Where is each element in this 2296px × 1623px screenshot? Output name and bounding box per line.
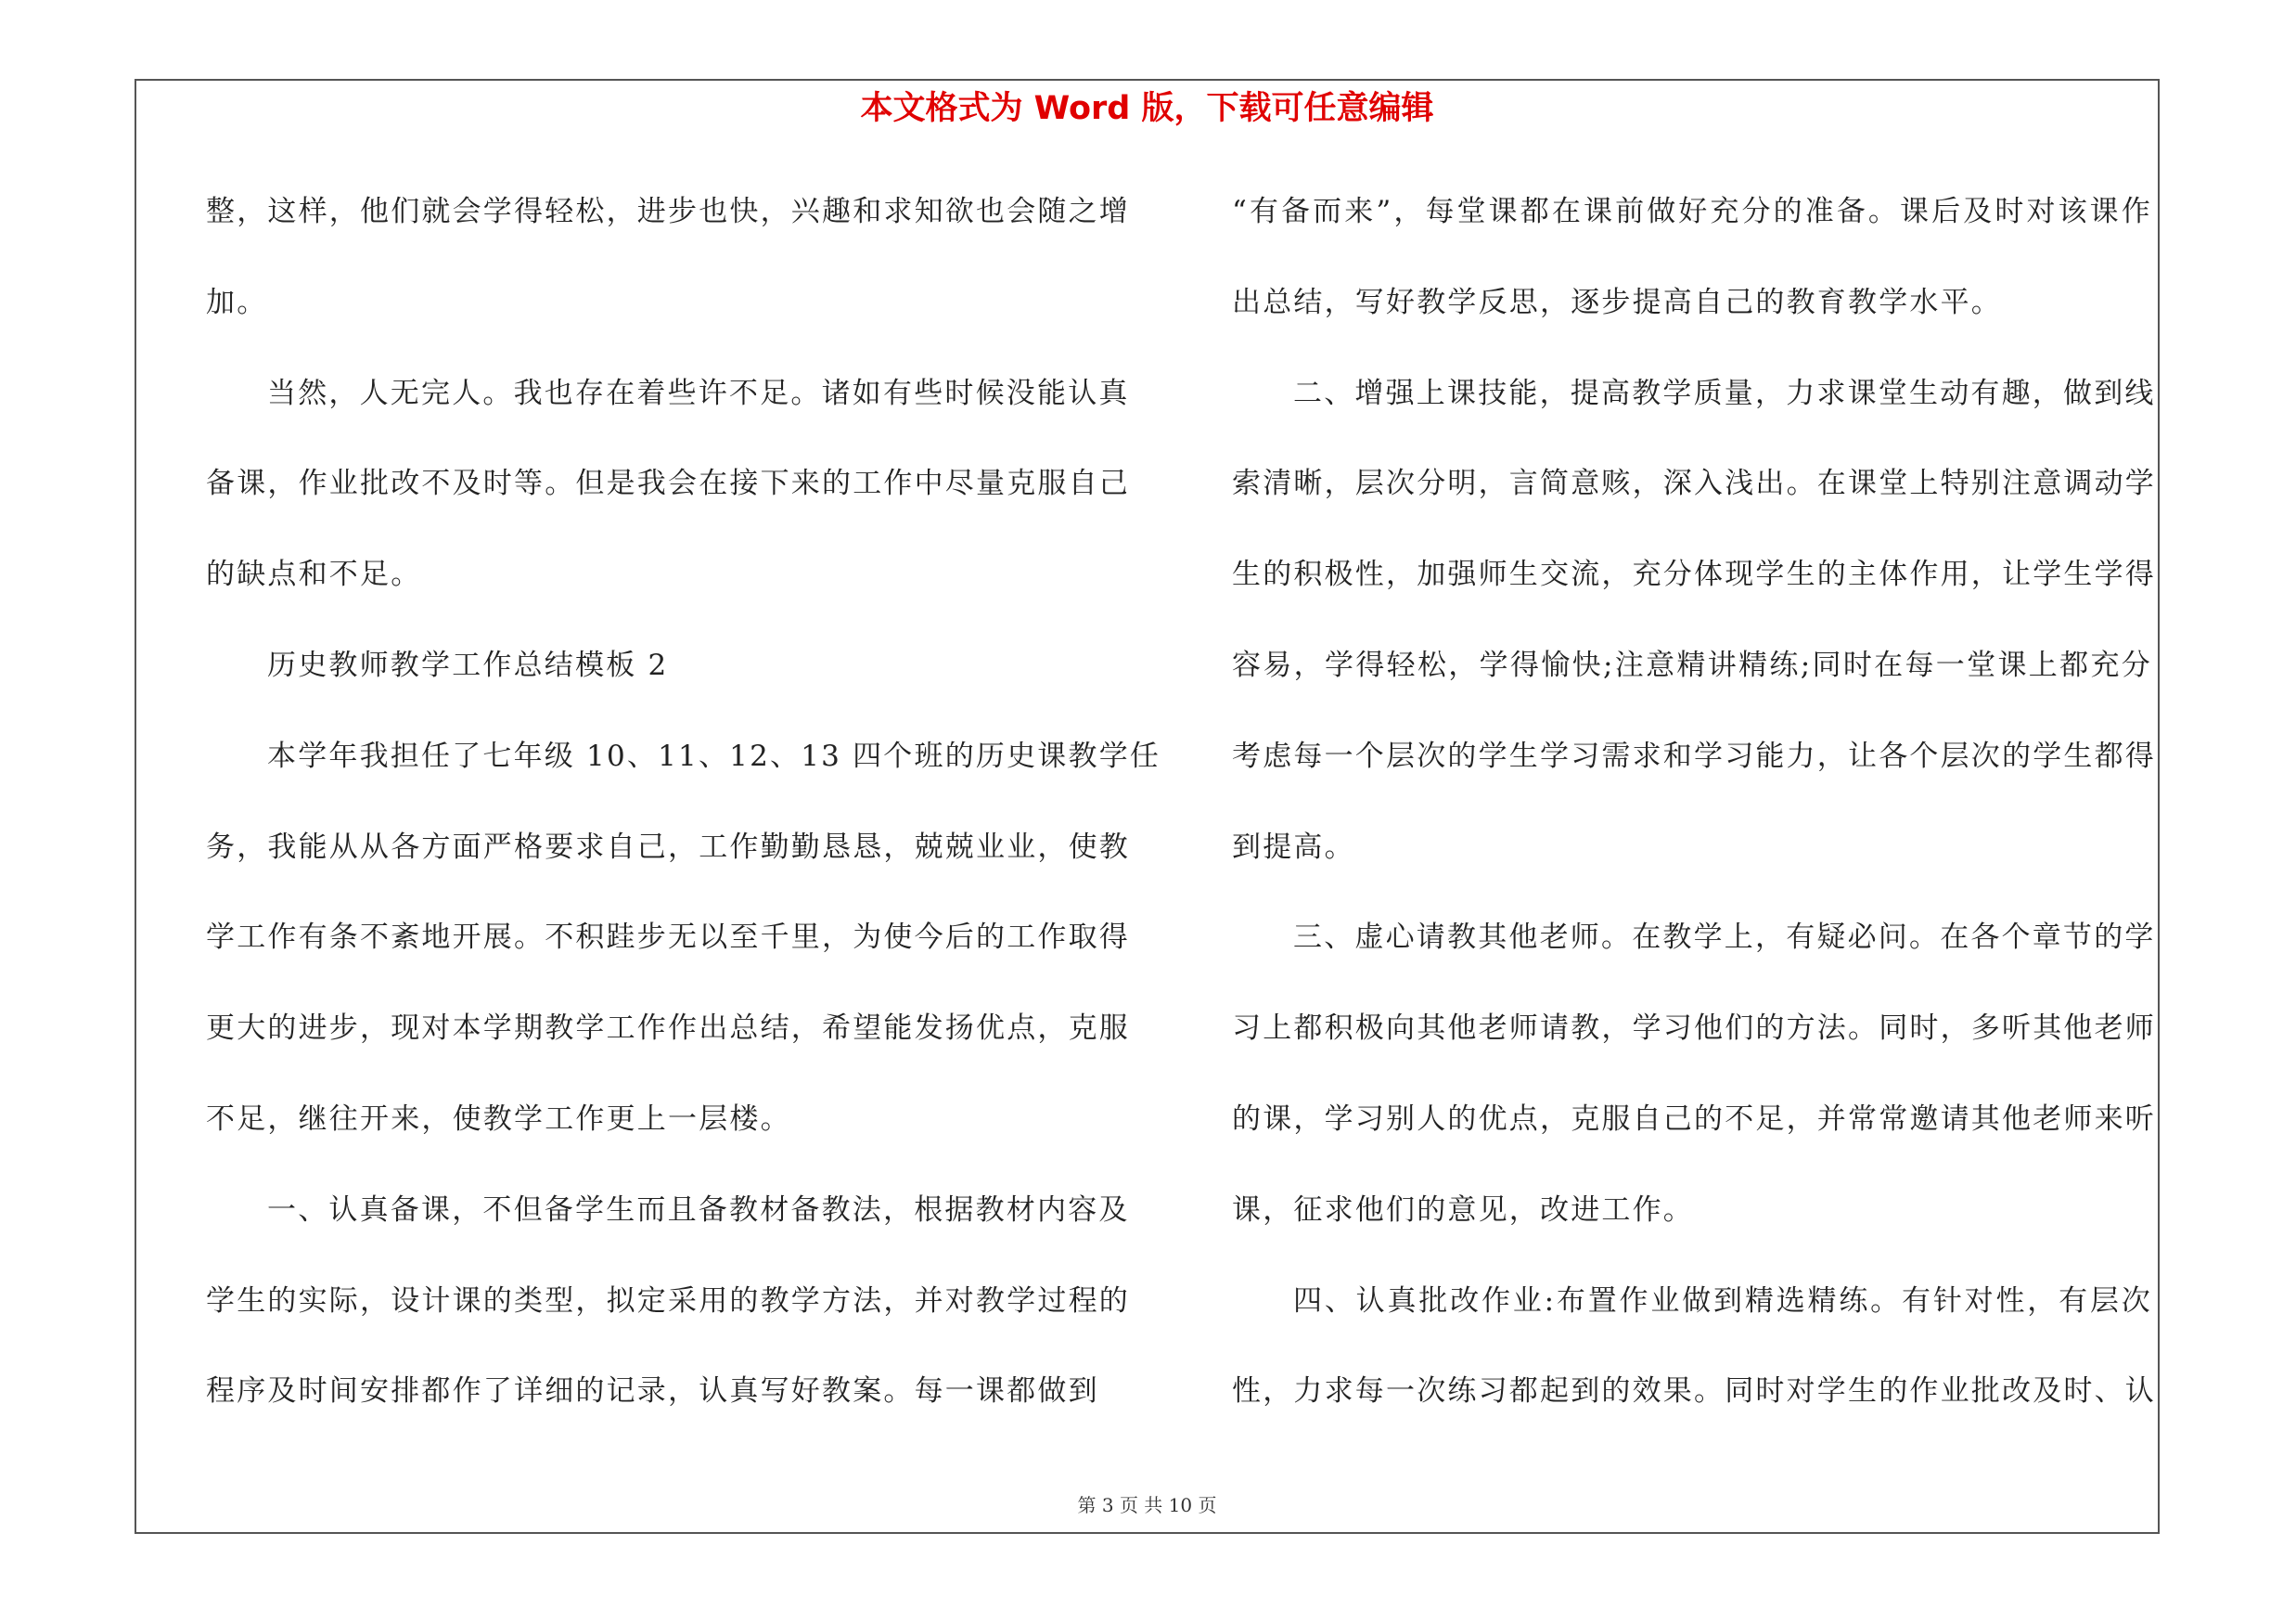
text-line: “有备而来”，每堂课都在课前做好充分的准备。课后及时对该课作 xyxy=(1232,195,2152,228)
text-line: 到提高。 xyxy=(1232,830,1355,864)
text-line: 容易，学得轻松，学得愉快;注意精讲精练;同时在每一堂课上都充分 xyxy=(1232,648,2152,682)
text-line: 习上都积极向其他老师请教，学习他们的方法。同时，多听其他老师 xyxy=(1232,1011,2156,1046)
text-line: 不足，继往开来，使教学工作更上一层楼。 xyxy=(206,1101,791,1136)
text-line: 一、认真备课，不但备学生而且备教材备教法，根据教材内容及 xyxy=(267,1192,1130,1227)
text-line: 本学年我担任了七年级 10、11、12、13 四个班的历史课教学任 xyxy=(267,739,1161,773)
text-line: 学工作有条不紊地开展。不积跬步无以至千里，为使今后的工作取得 xyxy=(206,921,1130,955)
text-line: 性，力求每一次练习都起到的效果。同时对学生的作业批改及时、认 xyxy=(1232,1374,2156,1409)
page-number: 第 3 页 共 10 页 xyxy=(1077,1494,1217,1516)
text-line: 的课，学习别人的优点，克服自己的不足，并常常邀请其他老师来听 xyxy=(1232,1101,2156,1136)
text-line: 学生的实际，设计课的类型，拟定采用的教学方法，并对教学过程的 xyxy=(206,1283,1130,1318)
text-line: 课，征求他们的意见，改进工作。 xyxy=(1232,1192,1694,1227)
text-line: 更大的进步，现对本学期教学工作作出总结，希望能发扬优点，克服 xyxy=(206,1011,1130,1046)
text-line: 四、认真批改作业:布置作业做到精选精练。有针对性，有层次 xyxy=(1293,1283,2152,1318)
text-line: 程序及时间安排都作了详细的记录，认真写好教案。每一课都做到 xyxy=(206,1374,1099,1409)
text-line: 务，我能从从各方面严格要求自己，工作勤勤恳恳，兢兢业业，使教 xyxy=(206,830,1130,864)
text-line: 加。 xyxy=(206,285,268,319)
text-line: 的缺点和不足。 xyxy=(206,558,422,592)
text-line: 考虑每一个层次的学生学习需求和学习能力，让各个层次的学生都得 xyxy=(1232,739,2156,773)
format-banner: 本文格式为 Word 版，下载可任意编辑 xyxy=(860,90,1434,127)
text-line: 整，这样，他们就会学得轻松，进步也快，兴趣和求知欲也会随之增 xyxy=(206,195,1130,228)
right-column xyxy=(1232,184,2156,1454)
text-line: 出总结，写好教学反思，逐步提高自己的教育教学水平。 xyxy=(1232,285,2002,319)
section-heading: 历史教师教学工作总结模板 2 xyxy=(267,648,669,682)
text-line: 生的积极性，加强师生交流，充分体现学生的主体作用，让学生学得 xyxy=(1232,558,2156,592)
text-line: 当然，人无完人。我也存在着些许不足。诸如有些时候没能认真 xyxy=(267,376,1130,410)
left-column xyxy=(206,184,1161,1454)
text-line: 备课，作业批改不及时等。但是我会在接下来的工作中尽量克服自己 xyxy=(206,467,1130,501)
text-line: 索清晰，层次分明，言简意赅，深入浅出。在课堂上特别注意调动学 xyxy=(1232,467,2156,501)
text-line: 三、虚心请教其他老师。在教学上，有疑必问。在各个章节的学 xyxy=(1293,921,2156,955)
text-line: 二、增强上课技能，提高教学质量，力求课堂生动有趣，做到线 xyxy=(1293,376,2156,410)
